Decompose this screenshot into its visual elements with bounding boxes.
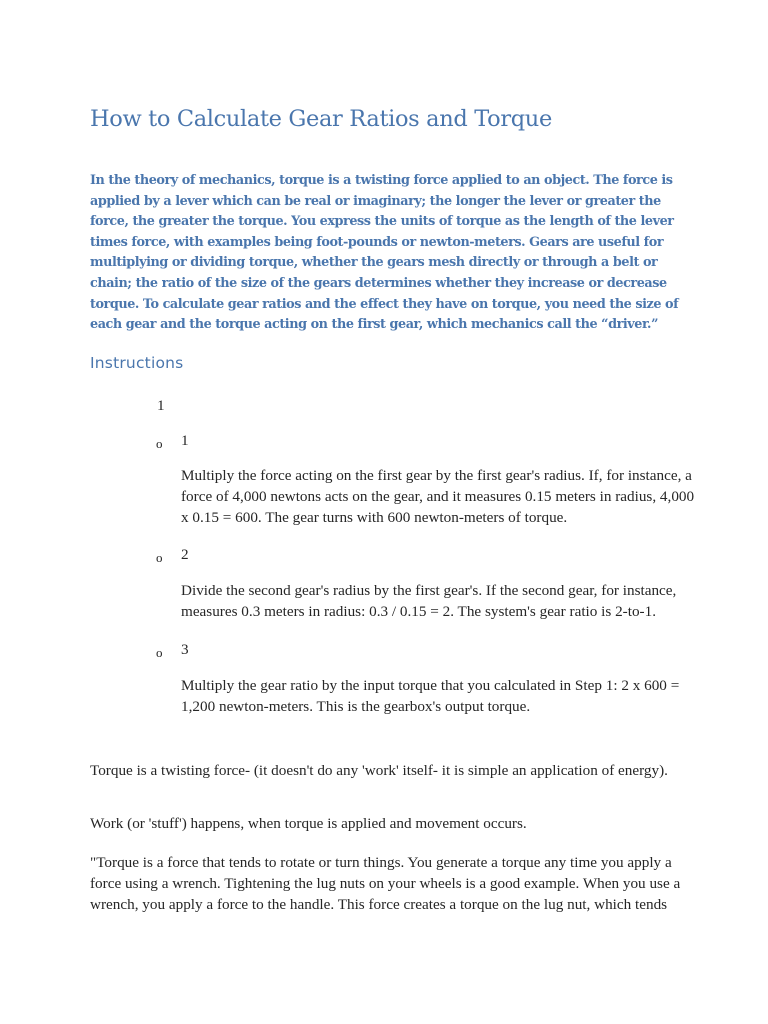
step-text-2: Divide the second gear's radius by the first gear's. If the second gear, for instance, measures 0.3 meters in radius: 0.3 / 0.15 = 2. The system's gear ratio is 2-to-1. bbox=[181, 582, 677, 620]
intro-paragraph: In the theory of mechanics, torque is a twisting force applied to an object. The force is applied by a lever which can be real or imaginary; the longer the lever or greater the force, the greater the torque. You express the units of torque as the length of the lever times force, with examples being foot-pounds or newton-meters. Gears are useful for multiplying or dividing torque, whether the gears mesh directly or through a belt or chain; the ratio of the size of the gears determines whether they increase or decrease torque. To calculate gear ratios and the effect they have on torque, you need the size of each gear and the torque acting on the first gear, which mechanics call the “driver.” bbox=[90, 173, 679, 333]
instructions-heading: Instructions bbox=[90, 354, 184, 372]
bullet-icon: o bbox=[156, 550, 163, 565]
body-paragraph-2: Work (or 'stuff') happens, when torque is applied and movement occurs. bbox=[90, 815, 527, 832]
body-paragraph-3: "Torque is a force that tends to rotate or turn things. You generate a torque any time you apply a force using a wrench. Tightening the lug nuts on your wheels is a good example. When you use a wrench, you apply a force to the handle. This force creates a torque on the lug nut, which tends bbox=[90, 854, 681, 913]
step-number-3: 3 bbox=[181, 641, 189, 658]
step-group-number: 1 bbox=[157, 397, 165, 414]
step-text-1: Multiply the force acting on the first gear by the first gear's radius. If, for instance, a force of 4,000 newtons acts on the gear, and it measures 0.15 meters in radius, 4,000 x 0.15 = 600. The gear turns with 600 newton-meters of torque. bbox=[181, 467, 695, 526]
page-title: How to Calculate Gear Ratios and Torque bbox=[90, 106, 552, 132]
bullet-icon: o bbox=[156, 645, 163, 660]
body-paragraph-1: Torque is a twisting force- (it doesn't do any 'work' itself- it is simple an application of energy). bbox=[90, 762, 668, 779]
step-number-1: 1 bbox=[181, 432, 189, 449]
step-number-2: 2 bbox=[181, 546, 189, 563]
step-text-3: Multiply the gear ratio by the input torque that you calculated in Step 1: 2 x 600 = 1,200 newton-meters. This is the gearbox's output torque. bbox=[181, 677, 680, 715]
bullet-icon: o bbox=[156, 436, 163, 451]
